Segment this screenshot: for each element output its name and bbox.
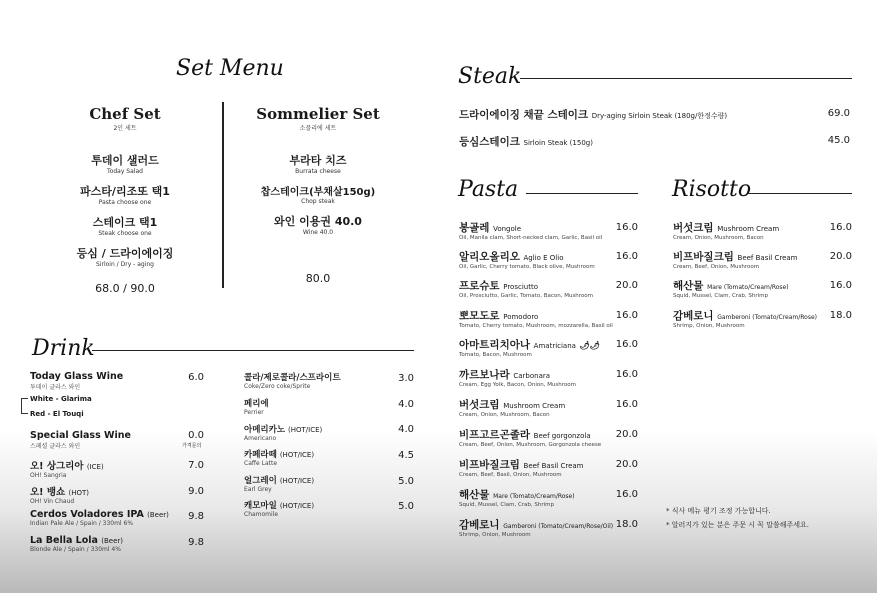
pasta-price: 16.0 [615, 339, 638, 350]
pasta-name-en: Vongole [493, 225, 522, 233]
risotto-price: 16.0 [829, 280, 852, 291]
risotto-heading-rule [748, 193, 852, 194]
pasta-price: 16.0 [615, 489, 638, 500]
drink-desc: Caffe Latte [244, 460, 278, 467]
drink-item [30, 535, 123, 553]
drink-name: 아메리카노 [244, 425, 286, 435]
pasta-desc: Oil, Garlic, Cherry tomato, Black olive, Mushroom [459, 264, 595, 270]
pasta-heading: Pasta [458, 177, 519, 202]
pasta-name-en: Aglio E Olio [523, 254, 564, 262]
risotto-name-en: Mushroom Cream [717, 225, 780, 233]
risotto-desc: Cream, Beef, Onion, Mushroom [673, 264, 760, 270]
pasta-item [459, 249, 595, 270]
pasta-price: 20.0 [615, 459, 638, 470]
risotto-desc: Shrimp, Onion, Mushroom [673, 323, 745, 329]
chef-set-price: 68.0 / 90.0 [95, 282, 155, 295]
drink-heading: Drink [32, 336, 95, 361]
drink-desc: OH! Vin Chaud [30, 498, 75, 505]
risotto-item [673, 278, 789, 299]
drink-name: Red - El Touqi [30, 410, 84, 418]
steak-price: 45.0 [827, 135, 850, 146]
drink-desc: Earl Grey [244, 486, 272, 493]
risotto-name-en: Gamberoni (Tomato/Cream/Rose) [717, 314, 817, 321]
chef-set-subtitle: 2인 세트 [113, 125, 137, 132]
pasta-heading-rule [526, 193, 638, 194]
pasta-name-en: Mare (Tomato/Cream/Rose) [493, 493, 575, 500]
risotto-name-en: Mare (Tomato/Cream/Rose) [707, 284, 789, 291]
pasta-name-ko: 비프고르곤졸라 [459, 429, 531, 441]
risotto-item [673, 249, 798, 270]
risotto-name-ko: 버섯크림 [673, 222, 714, 234]
pasta-desc: Cream, Beef, Onion, Mushroom, Gorgonzola cheese [459, 442, 602, 448]
drink-item [244, 474, 314, 493]
risotto-name-en: Beef Basil Cream [737, 254, 798, 262]
drink-price: 5.0 [398, 501, 414, 512]
pasta-name-ko: 아마트리치아나 [459, 339, 531, 351]
steak-heading: Steak [458, 64, 522, 89]
drink-price: 0.0 [188, 430, 204, 441]
sommelier-set-item [250, 213, 386, 236]
steak-item [459, 107, 727, 122]
pasta-name-ko: 해산물 [459, 489, 490, 501]
pasta-name-en: Mushroom Cream [503, 402, 566, 410]
pasta-name-ko: 알리오올리오 [459, 251, 520, 263]
note-line: * 식사 메뉴 평기 조정 가능합니다. [666, 507, 771, 515]
steak-name-en: Sirloin Steak (150g) [523, 139, 593, 147]
risotto-price: 18.0 [829, 310, 852, 321]
drink-name: Cerdos Voladores IPA [30, 509, 144, 520]
pasta-price: 16.0 [615, 251, 638, 262]
pasta-name-en: Amatriciana [533, 342, 576, 350]
pasta-price: 18.0 [615, 519, 638, 530]
note-line: * 알러지가 있는 분은 주문 시 꼭 말씀해주세요. [666, 521, 810, 529]
pasta-item [459, 397, 565, 418]
item-en: Wine 40.0 [302, 229, 334, 236]
chili-icon: 🌶🌶 [579, 341, 600, 350]
drink-item [244, 397, 269, 416]
sommelier-set-item [250, 152, 386, 175]
drink-price: 4.0 [398, 399, 414, 410]
drink-price: 9.0 [188, 486, 204, 497]
chef-set-title: Chef Set [89, 105, 161, 123]
pasta-name-ko: 뽀모도로 [459, 310, 500, 322]
drink-name: 오! 뱅쇼 [30, 487, 66, 498]
drink-name: 얼그레이 [244, 476, 277, 486]
pasta-name-en: Prosciutto [503, 283, 538, 291]
pasta-desc: Oil, Manila clam, Short-necked clam, Garlic, Basil oil [459, 235, 603, 241]
drink-tag: (HOT) [68, 489, 89, 497]
drink-price: 9.8 [188, 537, 204, 548]
drink-price: 7.0 [188, 460, 204, 471]
item-ko: 파스타/리조또 택1 [80, 185, 170, 198]
drink-name: 캐모마일 [244, 501, 277, 511]
sommelier-set-subtitle: 소믈리에 세트 [299, 125, 337, 132]
pasta-name-ko: 까르보나라 [459, 369, 510, 381]
drink-tag: (Beer) [101, 537, 124, 545]
pasta-name-en: Pomodoro [503, 313, 539, 321]
set-divider [222, 102, 224, 288]
drink-item [244, 448, 314, 467]
drink-desc: OH! Sangria [30, 472, 67, 479]
drink-name: Today Glass Wine [30, 371, 124, 382]
pasta-name-ko: 비프바질크림 [459, 459, 520, 471]
steak-item [459, 134, 593, 149]
drink-desc: Perrier [244, 409, 264, 416]
item-ko: 부라타 치즈 [289, 154, 347, 167]
risotto-desc: Cream, Onion, Mushroom, Bacon [673, 235, 764, 241]
risotto-name-ko: 해산물 [673, 280, 704, 292]
drink-price: 9.8 [188, 511, 204, 522]
drink-tag: (HOT/ICE) [279, 451, 315, 459]
item-ko: 투데이 샐러드 [91, 154, 159, 167]
pasta-desc: Cream, Beef, Basil, Onion, Mushroom [459, 472, 562, 478]
pasta-desc: Cream, Egg Yolk, Bacon, Onion, Mushroom [459, 382, 577, 388]
pasta-name-en: Carbonara [513, 372, 551, 380]
pasta-name-en: Beef gorgonzola [533, 432, 591, 440]
drink-desc: 스페셜 글라스 와인 [30, 443, 81, 450]
drink-item [30, 509, 169, 527]
item-ko: 찹스테이크(부채살150g) [260, 187, 376, 198]
pasta-price: 20.0 [615, 429, 638, 440]
drink-desc: Blonde Ale / Spain / 330ml 4% [30, 546, 121, 553]
risotto-price: 20.0 [829, 251, 852, 262]
sommelier-set-item [250, 183, 386, 205]
drink-item [244, 371, 341, 390]
pasta-name-ko: 프로슈토 [459, 280, 500, 292]
drink-item [244, 423, 322, 442]
drink-desc: 투데이 글라스 와인 [30, 384, 81, 391]
item-en: Steak choose one [98, 230, 152, 237]
drink-tag: (HOT/ICE) [279, 502, 315, 510]
pasta-item [459, 487, 575, 508]
pasta-item [459, 278, 593, 299]
pasta-desc: Shrimp, Onion, Mushroom [459, 532, 531, 538]
item-ko: 와인 이용권 40.0 [274, 215, 362, 228]
pasta-name-en: Gamberoni (Tomato/Cream/Rose/Oil) [503, 523, 614, 530]
item-ko: 스테이크 택1 [92, 216, 158, 229]
pasta-price: 16.0 [615, 222, 638, 233]
drink-tag: (HOT/ICE) [288, 426, 323, 434]
risotto-desc: Squid, Mussel, Clam, Crab, Shrimp [673, 293, 769, 299]
pasta-item [459, 367, 576, 388]
steak-name-en: Dry-aging Sirloin Steak (180g/한정수량) [591, 112, 728, 120]
drink-name: 콜라/제로콜라/스프라이트 [244, 373, 341, 383]
pasta-price: 16.0 [615, 399, 638, 410]
drink-heading-rule [92, 350, 414, 351]
drink-price: 3.0 [398, 373, 414, 384]
drink-desc: Americano [244, 435, 277, 442]
pasta-item [459, 457, 584, 478]
sommelier-set-price: 80.0 [305, 272, 331, 285]
drink-tag: (HOT/ICE) [279, 477, 315, 485]
drink-item [30, 430, 131, 450]
drink-tag: (ICE) [86, 463, 104, 471]
item-ko: 등심 / 드라이에이징 [76, 247, 174, 260]
drink-name: La Bella Lola [30, 535, 98, 546]
drink-item [30, 410, 84, 418]
pasta-item [459, 220, 602, 241]
pasta-desc: Tomato, Bacon, Mushroom [459, 352, 532, 358]
drink-name: 카페라떼 [244, 450, 277, 460]
pasta-desc: Cream, Onion, Mushroom, Bacon [459, 412, 550, 418]
chef-set-item [60, 183, 190, 206]
pasta-desc: Tomato, Cherry tomato, Mushroom, mozzarella, Basil oil [459, 323, 613, 329]
pasta-desc: Oil, Prosciutto, Garlic, Tomato, Bacon, Mushroom [459, 293, 594, 299]
drink-price-note: 가격문의 [182, 443, 202, 449]
pasta-item [459, 427, 601, 448]
steak-price: 69.0 [827, 108, 850, 119]
risotto-price: 16.0 [829, 222, 852, 233]
item-en: Today Salad [107, 168, 143, 175]
drink-name: 오! 상그리아 [30, 461, 84, 472]
pasta-name-ko: 버섯크림 [459, 399, 500, 411]
drink-price: 6.0 [188, 372, 204, 383]
drink-item [244, 499, 314, 518]
wine-bracket [21, 398, 28, 414]
risotto-name-ko: 비프바질크림 [673, 251, 734, 263]
risotto-item [673, 308, 817, 329]
drink-desc: Chamomile [244, 511, 279, 518]
drink-tag: (Beer) [147, 511, 169, 519]
chef-set-item [60, 152, 190, 175]
chef-set-item [60, 245, 190, 268]
pasta-desc: Squid, Mussel, Clam, Crab, Shrimp [459, 502, 555, 508]
drink-name: Special Glass Wine [30, 430, 131, 441]
chef-set [60, 105, 190, 295]
drink-item [30, 458, 104, 479]
chef-set-item [60, 214, 190, 237]
pasta-name-ko: 봉골레 [459, 222, 490, 234]
drink-desc: Indian Pale Ale / Spain / 330ml 6% [30, 520, 134, 527]
item-en: Burrata cheese [295, 168, 341, 175]
drink-price: 4.0 [398, 424, 414, 435]
drink-item [30, 484, 89, 505]
item-en: Pasta choose one [98, 199, 152, 206]
pasta-price: 16.0 [615, 369, 638, 380]
pasta-item [459, 517, 613, 538]
drink-price: 5.0 [398, 476, 414, 487]
steak-name-ko: 드라이에이징 채끝 스테이크 [459, 109, 589, 121]
risotto-item [673, 220, 779, 241]
pasta-price: 16.0 [615, 310, 638, 321]
pasta-item [459, 337, 600, 358]
steak-name-ko: 등심스테이크 [459, 136, 520, 148]
sommelier-set-title: Sommelier Set [256, 105, 380, 123]
pasta-item [459, 308, 613, 329]
drink-item [30, 371, 123, 391]
pasta-name-en: Beef Basil Cream [523, 462, 584, 470]
risotto-name-ko: 감베로니 [673, 310, 714, 322]
drink-item [30, 395, 92, 403]
pasta-price: 20.0 [615, 280, 638, 291]
pasta-name-ko: 감베로니 [459, 519, 500, 531]
sommelier-set [250, 105, 386, 285]
item-en: Chop steak [301, 198, 335, 205]
drink-price: 4.5 [398, 450, 414, 461]
set-menu-heading: Set Menu [176, 56, 284, 81]
risotto-heading: Risotto [672, 177, 752, 202]
item-en: Sirloin / Dry - aging [96, 261, 154, 268]
drink-name: 페리에 [244, 399, 269, 409]
drink-desc: Coke/Zero coke/Sprite [244, 383, 311, 390]
drink-name: White - Glarima [30, 395, 92, 403]
steak-heading-rule [520, 78, 852, 79]
